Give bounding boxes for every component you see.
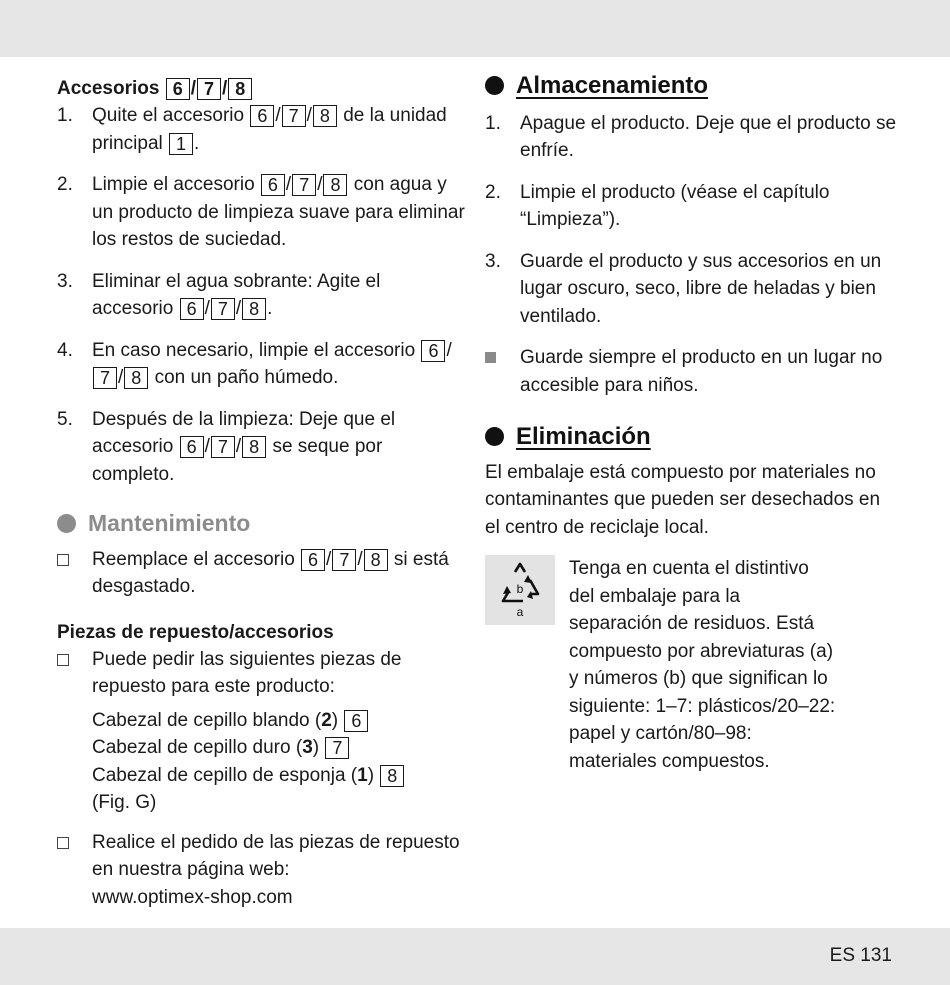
eliminacion-heading: Eliminación xyxy=(485,423,900,451)
shop-url[interactable]: www.optimex-shop.com xyxy=(92,886,293,908)
ref-box: 7 xyxy=(325,737,349,759)
almacenamiento-note xyxy=(485,344,900,399)
ref-box: 8 xyxy=(364,549,388,571)
list-item: Puede pedir las siguientes piezas de repuesto para este producto: xyxy=(57,646,465,701)
ref-box: 8 xyxy=(242,436,266,458)
page-number: ES 131 xyxy=(829,945,892,966)
open-square-bullet-icon xyxy=(57,837,69,849)
ref-box: 8 xyxy=(313,105,337,127)
top-band xyxy=(0,0,950,57)
ref-box: 6 xyxy=(261,174,285,196)
list-item: 2. Limpie el producto (véase el capítulo “Limpieza”). xyxy=(485,181,830,230)
part-item: Cabezal de cepillo de esponja (1) 8 xyxy=(92,762,465,790)
piezas-heading: Piezas de repuesto/accesorios xyxy=(57,621,334,643)
parts-list xyxy=(57,707,465,817)
mantenimiento-heading: Mantenimiento xyxy=(57,510,465,538)
ref-box: 6 xyxy=(166,78,190,100)
ref-box: 7 xyxy=(332,549,356,571)
bullet-dot-icon xyxy=(485,76,504,95)
ref-box: 6 xyxy=(180,298,204,320)
ref-box: 1 xyxy=(169,133,193,155)
right-column xyxy=(485,72,900,775)
part-item: Cabezal de cepillo blando (2) 6 xyxy=(92,707,465,735)
eliminacion-intro: El embalaje está compuesto por materiales no contaminantes que pueden ser desechados en el centro de reciclaje local. xyxy=(485,461,881,538)
left-column xyxy=(57,75,465,923)
ref-box: 6 xyxy=(250,105,274,127)
list-item: 3. Eliminar el agua sobrante: Agite el accesorio 6 / 7 / 8 . xyxy=(57,270,381,319)
open-square-bullet-icon xyxy=(57,654,69,666)
fig-reference: (Fig. G) xyxy=(92,792,157,813)
list-item: 3. Guarde el producto y sus accesorios en un lugar oscuro, seco, libre de heladas y bien ventilado. xyxy=(485,250,882,327)
list-item: 2. Limpie el accesorio 6 / 7 / 8 con agua y un producto de limpieza suave para eliminar los restos de suciedad. xyxy=(57,174,465,250)
list-item: Guarde siempre el producto en un lugar no accesible para niños. xyxy=(485,344,900,399)
accesorios-steps xyxy=(57,102,465,488)
recycle-block xyxy=(485,555,900,775)
list-item: 1. Quite el accesorio 6 / 7 / 8 de la unidad principal 1 . xyxy=(57,105,447,154)
ref-box: 6 xyxy=(180,436,204,458)
piezas-list xyxy=(57,646,465,701)
list-item: Realice el pedido de las piezas de repuesto en nuestra página web: www.optimex-shop.com xyxy=(57,829,465,912)
ref-box: 8 xyxy=(228,78,252,100)
bottom-band xyxy=(0,928,950,985)
filled-square-bullet-icon xyxy=(485,352,496,363)
bullet-dot-icon xyxy=(57,514,76,533)
bullet-dot-icon xyxy=(485,427,504,446)
ref-box: 8 xyxy=(124,367,148,389)
order-list xyxy=(57,829,465,912)
part-item: Cabezal de cepillo duro (3) 7 xyxy=(92,734,465,762)
list-item: Reemplace el accesorio 6 / 7 / 8 si está desgastado. xyxy=(57,546,465,601)
recycle-label-a: a xyxy=(516,605,524,619)
recycle-text: Tenga en cuenta el distintivo del embalaje para la separación de residuos. Está compuesto por abreviaturas (a) y números (b) que significan lo siguiente: 1–7: plásticos/20–22: papel y cartón/80–98: materiales compuestos. xyxy=(569,558,836,772)
ref-box: 7 xyxy=(211,436,235,458)
list-item: 4. En caso necesario, limpie el accesorio 6 / 7 / 8 con un paño húmedo. xyxy=(57,339,452,388)
ref-box: 7 xyxy=(292,174,316,196)
almacenamiento-heading: Almacenamiento xyxy=(485,72,900,100)
ref-box: 7 xyxy=(211,298,235,320)
ref-box: 7 xyxy=(282,105,306,127)
ref-box: 8 xyxy=(242,298,266,320)
recycle-label-b: b xyxy=(516,582,524,596)
list-item: 1. Apague el producto. Deje que el producto se enfríe. xyxy=(485,112,897,161)
ref-box: 8 xyxy=(323,174,347,196)
list-item: 5. Después de la limpieza: Deje que el accesorio 6 / 7 / 8 se seque por completo. xyxy=(57,408,396,485)
open-square-bullet-icon xyxy=(57,554,69,566)
ref-box: 7 xyxy=(197,78,221,100)
ref-box: 6 xyxy=(344,710,368,732)
ref-box: 6 xyxy=(301,549,325,571)
ref-box: 8 xyxy=(380,765,404,787)
ref-box: 6 xyxy=(421,340,445,362)
accesorios-heading: Accesorios 6 / 7 / 8 xyxy=(57,75,465,102)
recycle-icon xyxy=(485,555,555,625)
almacenamiento-steps xyxy=(485,110,900,331)
ref-box: 7 xyxy=(93,367,117,389)
mantenimiento-list xyxy=(57,546,465,601)
